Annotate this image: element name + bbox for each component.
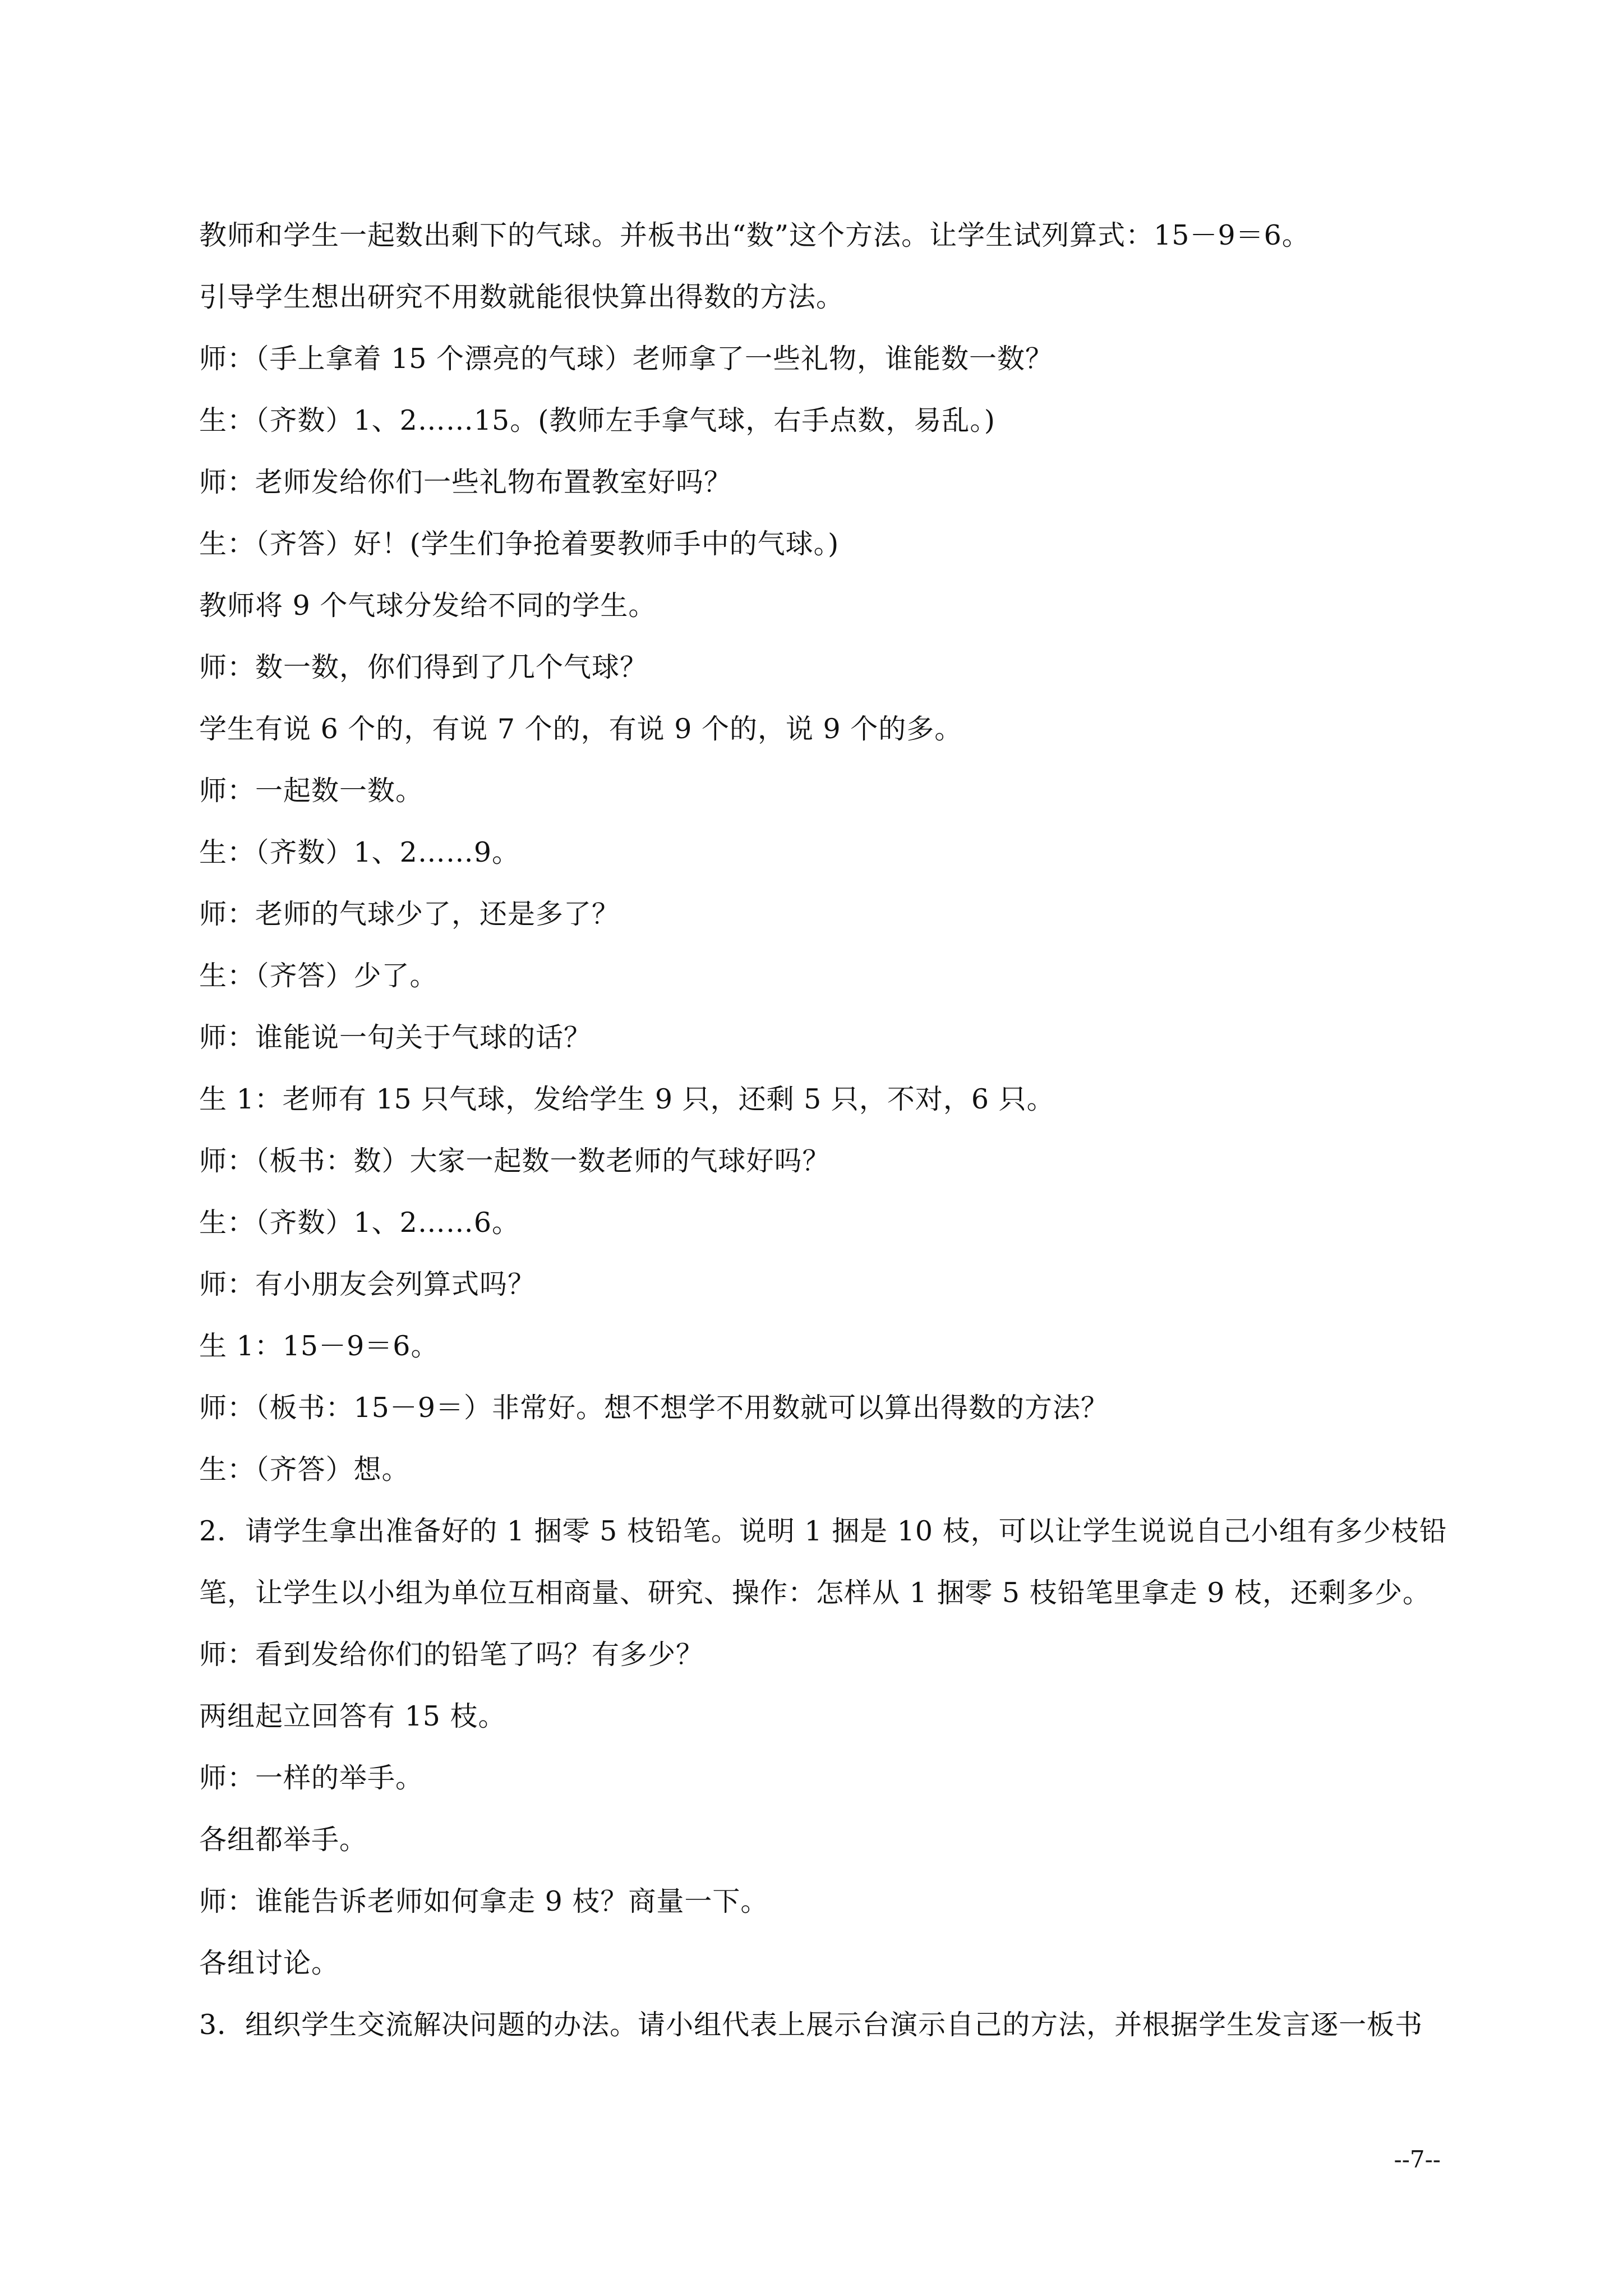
text-line: 师：谁能说一句关于气球的话？	[199, 1022, 592, 1053]
text-line: 生：（齐答）少了。	[199, 960, 438, 992]
text-line: 两组起立回答有 15 枝。	[199, 1700, 506, 1732]
text-line: 师：（手上拿着 15 个漂亮的气球）老师拿了一些礼物，谁能数一数？	[199, 343, 1054, 375]
document-body	[199, 205, 1453, 2056]
text-line: 师：看到发给你们的铅笔了吗？有多少？	[199, 1639, 704, 1671]
text-line: 教师将 9 个气球分发给不同的学生。	[199, 590, 657, 622]
text-line: 生：（齐答）想。	[199, 1453, 410, 1485]
text-line: 师：有小朋友会列算式吗？	[199, 1268, 536, 1300]
text-line: 3．组织学生交流解决问题的办法。请小组代表上展示台演示自己的方法，并根据学生发言逐一板书	[199, 2009, 1423, 2041]
text-line: 各组讨论。	[199, 1947, 340, 1979]
text-line: 2．请学生拿出准备好的 1 捆零 5 枝铅笔。说明 1 捆是 10 枝，可以让学生说说自己小组有多少枝铅	[199, 1515, 1447, 1547]
text-line: 生：（齐数）1、2……6。	[199, 1207, 520, 1239]
text-line: 各组都举手。	[199, 1824, 368, 1856]
page-number: --7--	[1394, 2146, 1441, 2173]
text-line: 生 1：老师有 15 只气球，发给学生 9 只，还剩 5 只，不对，6 只。	[199, 1083, 1055, 1115]
text-line: 引导学生想出研究不用数就能很快算出得数的方法。	[199, 281, 845, 313]
text-line: 师：老师发给你们一些礼物布置教室好吗？	[199, 466, 732, 498]
text-line: 生：（齐数）1、2……15。(教师左手拿气球，右手点数，易乱。)	[199, 404, 995, 436]
text-line: 笔，让学生以小组为单位互相商量、研究、操作：怎样从 1 捆零 5 枝铅笔里拿走 9 枝，还剩多少。	[199, 1577, 1431, 1609]
text-line: 师：一起数一数。	[199, 775, 424, 807]
text-line: 教师和学生一起数出剩下的气球。并板书出“数”这个方法。让学生试列算式：15－9＝6。	[199, 219, 1310, 251]
text-line: 生：（齐答）好！(学生们争抢着要教师手中的气球。)	[199, 528, 840, 560]
text-line: 师：（板书：数）大家一起数一数老师的气球好吗？	[199, 1145, 831, 1177]
text-line: 师：老师的气球少了，还是多了？	[199, 898, 620, 930]
text-line: 师：（板书：15－9＝）非常好。想不想学不用数就可以算出得数的方法？	[199, 1392, 1109, 1424]
text-line: 生 1：15－9＝6。	[199, 1330, 439, 1362]
text-line: 学生有说 6 个的，有说 7 个的，有说 9 个的，说 9 个的多。	[199, 713, 963, 745]
text-line: 师：谁能告诉老师如何拿走 9 枝？商量一下。	[199, 1885, 769, 1917]
text-line: 生：（齐数）1、2……9。	[199, 836, 520, 868]
text-line: 师：数一数，你们得到了几个气球？	[199, 651, 648, 683]
text-line: 师：一样的举手。	[199, 1762, 424, 1794]
